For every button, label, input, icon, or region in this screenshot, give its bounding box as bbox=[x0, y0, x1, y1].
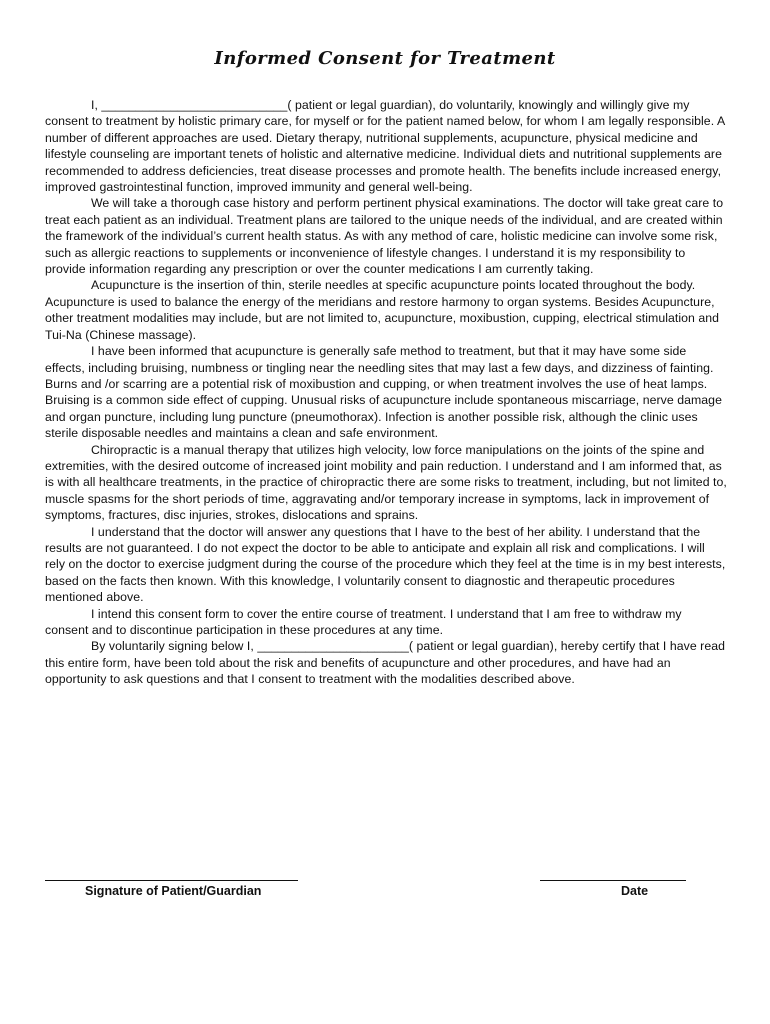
date-label: Date bbox=[621, 884, 649, 898]
patient-signature-label: Signature of Patient/Guardian bbox=[85, 884, 262, 898]
paragraph-consent-intro: I, ___________________________( patient or legal guardian), do voluntarily, knowingly and willingly give my consent to treatment by holistic primary care, for myself or for the patient named below, for whom I am legally responsible. A number of different approaches are used. Dietary therapy, nutritional supplements, acupuncture, physical medicine and lifestyle counseling are important tenets of holistic and alternative medicine. Individual diets and nutritional supplements are recommended to address deficiencies, treat disease processes and promote health. The benefits include increased energy, improved gastrointestinal function, improved immunity and general well-being. bbox=[45, 98, 725, 195]
consent-body bbox=[45, 97, 728, 688]
paragraph-case-history: We will take a thorough case history and perform pertinent physical examinations. The doctor will take great care to treat each patient as an individual. Treatment plans are tailored to the unique needs of the individual, and are created within the framework of the individual’s current health status. As with any method of care, holistic medicine can involve some risk, such as allergic reactions to supplements or inconvenience of lifestyle changes. I understand it is my responsibility to provide information regarding any prescription or over the counter medications I am currently taking. bbox=[45, 196, 724, 277]
paragraph-chiropractic: Chiropractic is a manual therapy that utilizes high velocity, low force manipulations on the joints of the spine and extremities, with the desired outcome of increased joint mobility and pain reduction. I understand and I am informed that, as is with all healthcare treatments, in the practice of chiropractic there are some risks to treatment, including, but not limited to, muscle spasms for the short periods of time, aggravating and/or temporary increase in symptoms, lack in improvement of symptoms, fractures, disc injuries, strokes, dislocations and sprains. bbox=[45, 442, 727, 523]
paragraph-acupuncture-risks: I have been informed that acupuncture is generally safe method to treatment, but that it may have some side effects, including bruising, numbness or tingling near the needling sites that may last a few days, and dizziness of fainting. Burns and /or scarring are a potential risk of moxibustion and cupping, or when treatment involves the use of heat lamps. Bruising is a common side effect of cupping. Unusual risks of acupuncture include spontaneous miscarriage, nerve damage and organ puncture, including lung puncture (pneumothorax). Infection is another possible risk, although the clinic uses sterile disposable needles and maintains a clean and safe environment. bbox=[45, 344, 722, 441]
date-signature-line[interactable] bbox=[540, 866, 686, 881]
patient-signature-line[interactable] bbox=[45, 866, 298, 881]
paragraph-certification: By voluntarily signing below I, ______________________( patient or legal guardian), hereby certify that I have read this entire form, have been told about the risk and benefits of acupuncture and other procedures, and have had an opportunity to ask questions and that I consent to treatment with the modalities described above. bbox=[45, 639, 725, 687]
paragraph-questions: I understand that the doctor will answer any questions that I have to the best of her ability. I understand that the results are not guaranteed. I do not expect the doctor to be able to anticipate and explain all risk and complications. I will rely on the doctor to exercise judgment during the course of the procedure which they feel at the time is in my best interests, based on the facts then known. With this knowledge, I voluntarily consent to diagnostic and therapeutic procedures mentioned above. bbox=[45, 524, 726, 605]
page-title: Informed Consent for Treatment bbox=[214, 48, 556, 69]
paragraph-course-of-treatment: I intend this consent form to cover the entire course of treatment. I understand that I am free to withdraw my consent and to discontinue participation in these procedures at any time. bbox=[45, 606, 682, 637]
paragraph-acupuncture: Acupuncture is the insertion of thin, sterile needles at specific acupuncture points located throughout the body. Acupuncture is used to balance the energy of the meridians and restore harmony to organ systems. Besides Acupuncture, other treatment modalities may include, but are not limited to, acupuncture, moxibustion, cupping, electrical stimulation and Tui-Na (Chinese massage). bbox=[45, 278, 720, 342]
